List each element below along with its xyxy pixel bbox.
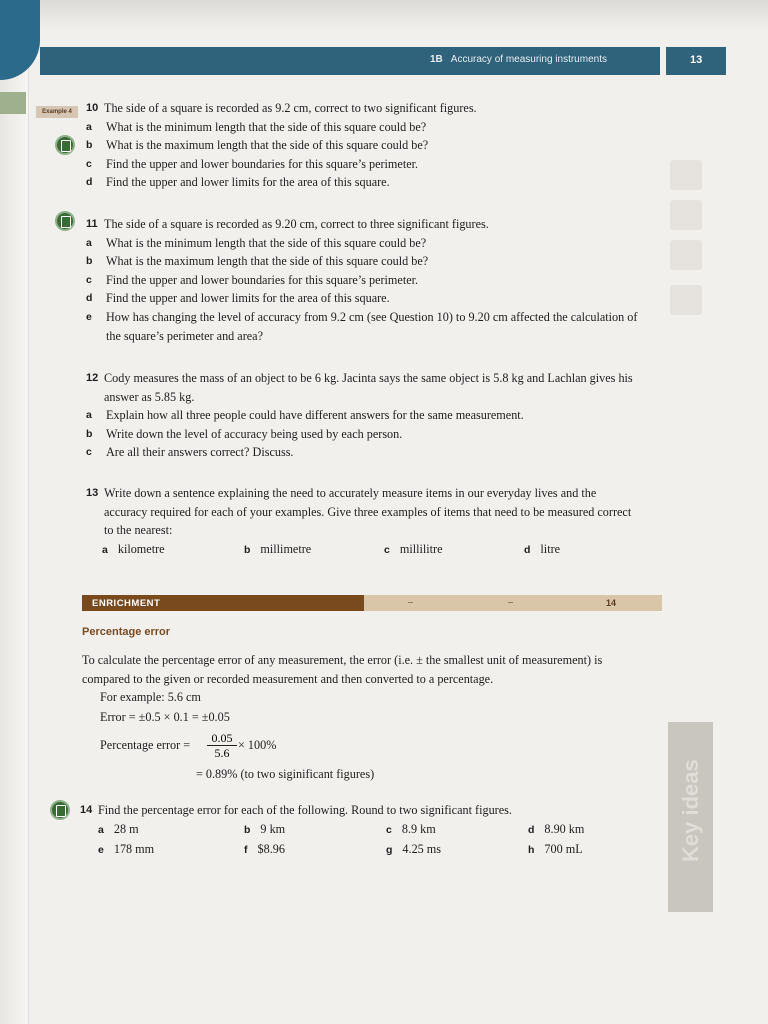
question-part [386, 820, 436, 840]
part-letter: a [102, 543, 108, 556]
part-letter: d [528, 823, 535, 836]
question-part [528, 820, 584, 840]
part-text: What is the maximum length that the side of this square could be? [106, 254, 429, 269]
part-text: kilometre [117, 541, 165, 556]
question-part [386, 840, 441, 860]
part-text: 28 m [113, 821, 139, 836]
part-text: What is the minimum length that the side of this square could be? [106, 235, 427, 250]
question-number: 10 [86, 102, 99, 114]
percentage-error-tail: × 100% [238, 738, 277, 752]
calculator-icon [50, 800, 70, 820]
part-letter: b [244, 543, 251, 556]
question-part [82, 308, 642, 345]
part-letter: b [244, 823, 251, 836]
question-part [82, 425, 642, 444]
side-tab-1 [670, 160, 702, 190]
part-letter: h [528, 843, 535, 856]
part-letter: b [86, 255, 93, 268]
part-text: 8.9 km [401, 821, 436, 836]
fraction-denominator: 5.6 [214, 746, 230, 760]
part-text: litre [540, 541, 561, 556]
question-part [82, 136, 642, 155]
part-letter: e [86, 310, 92, 323]
part-text: Find the upper and lower boundaries for this square’s perimeter. [106, 272, 419, 287]
calculator-icon [55, 135, 75, 155]
question-stem: The side of a square is recorded as 9.20 cm, correct to three significant figures. [104, 217, 489, 231]
part-text: 700 mL [544, 841, 583, 856]
percentage-error-heading: Percentage error [82, 626, 171, 638]
question-part [82, 118, 642, 137]
side-tab-3 [670, 240, 702, 270]
question-part [82, 271, 642, 290]
part-text: Find the upper and lower limits for the area of this square. [106, 175, 390, 190]
question-stem: The side of a square is recorded as 9.2 cm, correct to two significant figures. [104, 101, 477, 115]
question-part [82, 234, 642, 253]
enrichment-dash: – [408, 597, 413, 608]
part-text: What is the maximum length that the side of this square could be? [106, 138, 429, 153]
question-part [82, 289, 642, 308]
error-line: Error = ±0.5 × 0.1 = ±0.05 [100, 710, 230, 724]
question-part [98, 820, 139, 840]
part-letter: c [384, 543, 390, 556]
question-part [528, 840, 583, 860]
left-margin-tab [0, 92, 26, 114]
page-number: 13 [690, 54, 703, 66]
question-13 [82, 484, 642, 558]
question-parts-row [102, 540, 642, 558]
part-text: 8.90 km [544, 821, 585, 836]
enrichment-question-ref: 14 [606, 598, 617, 608]
question-stem: Cody measures the mass of an object to be 6 kg. Jacinta says the same object is 5.8 kg and Lachlan gives his answer as 5.85 kg. [104, 371, 633, 404]
explanation-paragraph: To calculate the percentage error of any measurement, the error (i.e. ± the smallest unit of measurement) is compared to the given or recorded measurement and then converted to a percentage. [82, 653, 603, 686]
part-letter: c [86, 157, 92, 170]
question-part [102, 540, 165, 560]
question-stem: Write down a sentence explaining the need to accurately measure items in our everyday lives and the accuracy required for each of your examples. Give three examples of items that need to be measured correct to the nearest: [104, 486, 632, 538]
question-parts-row [96, 840, 656, 858]
example-line: For example: 5.6 cm [100, 690, 201, 704]
part-letter: c [86, 446, 92, 459]
calculator-icon [55, 211, 75, 231]
question-part [244, 820, 285, 840]
section-number: 1B [430, 54, 443, 65]
question-12 [82, 369, 642, 462]
enrichment-dash: – [508, 597, 513, 608]
part-text: Find the upper and lower limits for the area of this square. [106, 291, 390, 306]
part-letter: d [86, 176, 93, 189]
question-stem: Find the percentage error for each of the following. Round to two significant figures. [98, 803, 512, 817]
part-letter: g [386, 843, 393, 856]
question-part [82, 406, 642, 425]
section-title: Accuracy of measuring instruments [450, 54, 607, 65]
part-text: Explain how all three people could have different answers for the same measurement. [106, 408, 524, 423]
question-14 [76, 801, 656, 858]
book-spine [0, 0, 29, 1024]
question-number: 11 [86, 218, 98, 230]
question-part [82, 155, 642, 174]
enrichment-label: ENRICHMENT [92, 598, 161, 609]
part-text: millilitre [399, 541, 443, 556]
part-letter: d [524, 543, 531, 556]
part-text: Write down the level of accuracy being used by each person. [106, 426, 403, 441]
part-letter: a [86, 409, 92, 422]
part-text: Are all their answers correct? Discuss. [106, 445, 294, 460]
example-tag: Example 4 [36, 106, 78, 118]
part-text: 9 km [260, 821, 286, 836]
fraction [207, 731, 237, 760]
part-text: 4.25 ms [402, 841, 442, 856]
part-letter: a [98, 823, 104, 836]
question-part [524, 540, 560, 560]
question-11 [82, 215, 642, 345]
result-line: = 0.89% (to two siginificant figures) [196, 767, 375, 781]
part-letter: a [86, 236, 92, 249]
part-text: Find the upper and lower boundaries for this square’s perimeter. [106, 156, 419, 171]
part-text: How has changing the level of accuracy from 9.2 cm (see Question 10) to 9.20 cm affected the calculation of the square’s perimeter and area? [106, 309, 638, 343]
side-tab-2 [670, 200, 702, 230]
fraction-numerator: 0.05 [207, 731, 237, 746]
part-letter: d [86, 292, 93, 305]
key-ideas-side-tab [668, 722, 713, 912]
question-parts-row [96, 820, 656, 838]
question-part [244, 840, 285, 860]
side-tab-4 [670, 285, 702, 315]
part-letter: a [86, 120, 92, 133]
question-number: 12 [86, 372, 99, 384]
part-letter: b [86, 139, 93, 152]
question-part [82, 252, 642, 271]
question-number: 14 [80, 804, 93, 816]
question-part [98, 840, 154, 860]
part-letter: e [98, 843, 104, 856]
part-letter: c [86, 273, 92, 286]
question-part [82, 173, 642, 192]
question-part [244, 540, 311, 560]
key-ideas-label: Key ideas [678, 759, 703, 862]
part-text: What is the minimum length that the side of this square could be? [106, 119, 427, 134]
question-part [82, 443, 642, 462]
section-header [430, 54, 607, 65]
question-10 [82, 99, 642, 192]
part-letter: f [244, 843, 248, 856]
part-text: millimetre [260, 541, 312, 556]
percentage-error-label: Percentage error = [100, 738, 191, 752]
part-letter: c [386, 823, 392, 836]
part-text: $8.96 [257, 841, 285, 856]
question-part [384, 540, 443, 560]
question-number: 13 [86, 487, 99, 499]
part-letter: b [86, 427, 93, 440]
part-text: 178 mm [113, 841, 155, 856]
